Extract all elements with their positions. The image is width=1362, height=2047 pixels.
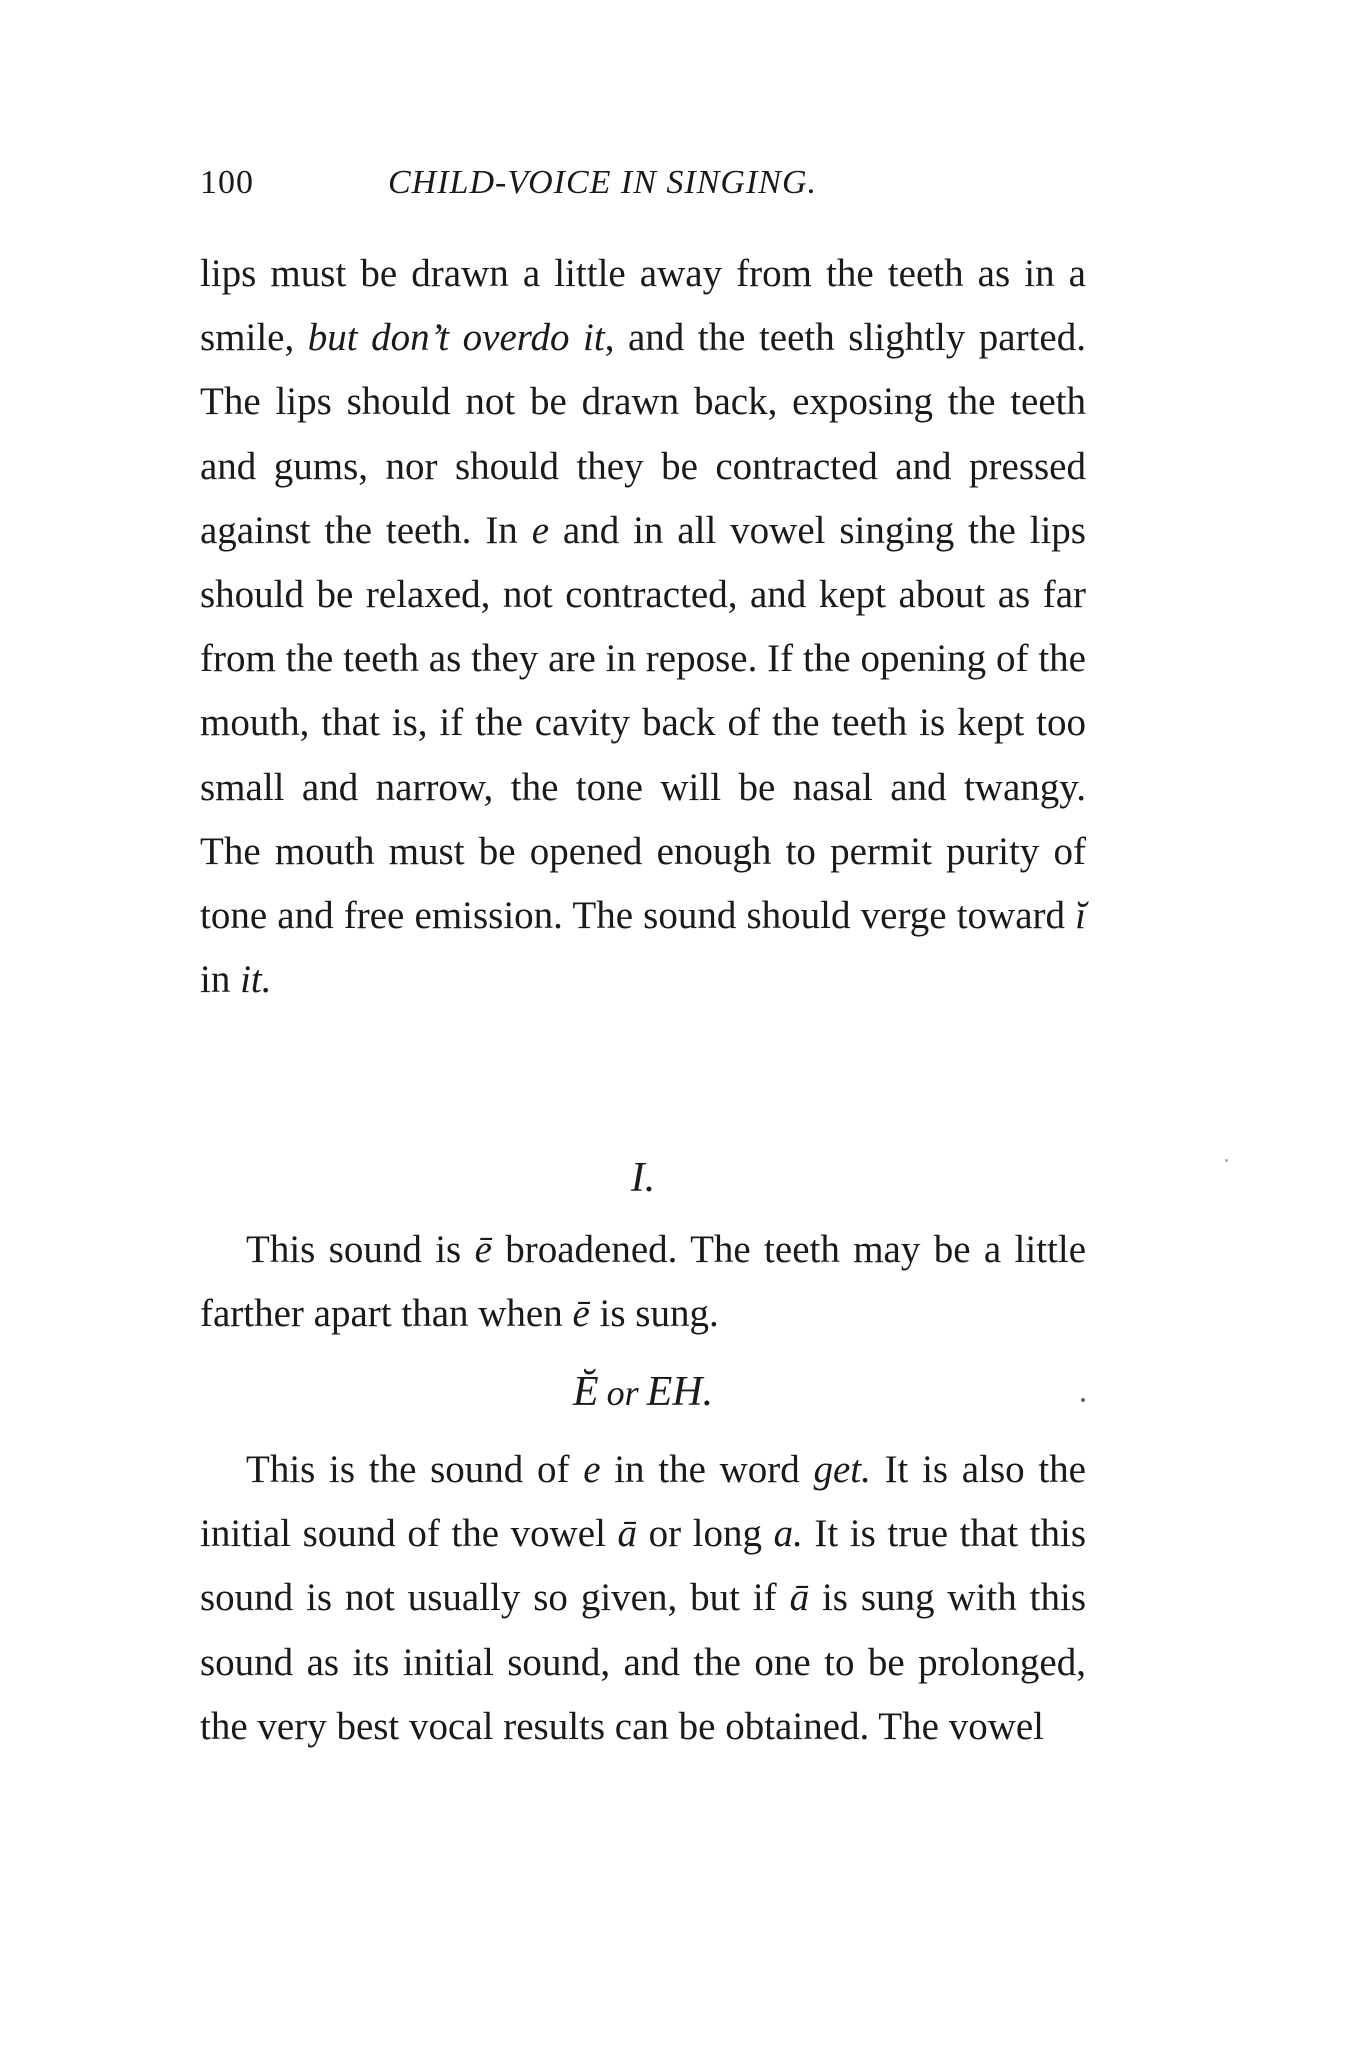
page-number: 100 <box>200 164 254 201</box>
text-run: This is the sound of <box>246 1448 584 1491</box>
emphasis-text: e <box>531 508 549 552</box>
paragraph-i-sound <box>200 1218 1086 1346</box>
heading-main: Ĕ <box>572 1369 599 1415</box>
text-run: is sung with this sound as its initial sound, and the one to be prolonged, the very best vocal results can be obtained. The vowel <box>200 1576 1087 1748</box>
emphasis-text: get. <box>813 1448 871 1491</box>
text-run: , and the teeth slightly parted. The lips should not be drawn back, exposing the teeth and gums, nor should they be contracted and pressed against the teeth. In <box>200 316 1086 552</box>
heading-or: or <box>606 1373 639 1413</box>
paragraph-lips <box>200 242 1086 1012</box>
emphasis-text: a. <box>773 1512 803 1556</box>
emphasis-text: ā <box>617 1512 637 1556</box>
paragraph-eh-sound <box>200 1438 1086 1759</box>
print-speck <box>1081 1398 1085 1402</box>
emphasis-text: but don’t overdo it <box>307 316 605 360</box>
text-run: broadened. The teeth may be a little farther apart than when <box>200 1228 1087 1336</box>
print-speck <box>1225 1159 1228 1162</box>
running-head: CHILD-VOICE IN SINGING. <box>388 164 818 201</box>
text-run: and in all vowel singing the lips should be relaxed, not contracted, and kept about as far from the teeth as they are in repose. If the opening of the mouth, that is, if the cavity back of the teeth is kept too small and narrow, the tone will be nasal and twangy. The mouth must be opened enough to permit purity of tone and free emission. The sound should verge toward <box>200 508 1086 938</box>
text-run: is sung. <box>589 1292 719 1336</box>
emphasis-text: it. <box>240 958 272 1002</box>
section-heading-e-or-eh <box>200 1362 1086 1423</box>
text-run: It is true that this sound is not usually so given, but if <box>200 1512 1086 1620</box>
text-run: in <box>200 958 241 1002</box>
text-run: It is also the initial sound of the vowel <box>200 1448 1086 1556</box>
emphasis-text: ā <box>789 1576 810 1620</box>
text-run: lips must be drawn a little away from the teeth as in a smile, <box>200 252 1086 360</box>
emphasis-text: ē <box>474 1228 492 1271</box>
text-run: in the word <box>600 1448 814 1491</box>
heading-alt: EH. <box>646 1369 714 1415</box>
emphasis-text: e <box>583 1448 601 1491</box>
text-run: or long <box>637 1512 774 1556</box>
emphasis-text: ē <box>572 1292 590 1336</box>
page-header <box>200 164 1100 214</box>
emphasis-text: ĭ <box>1075 894 1086 938</box>
section-heading-i: I. <box>630 1155 656 1201</box>
text-run: This sound is <box>246 1228 475 1271</box>
